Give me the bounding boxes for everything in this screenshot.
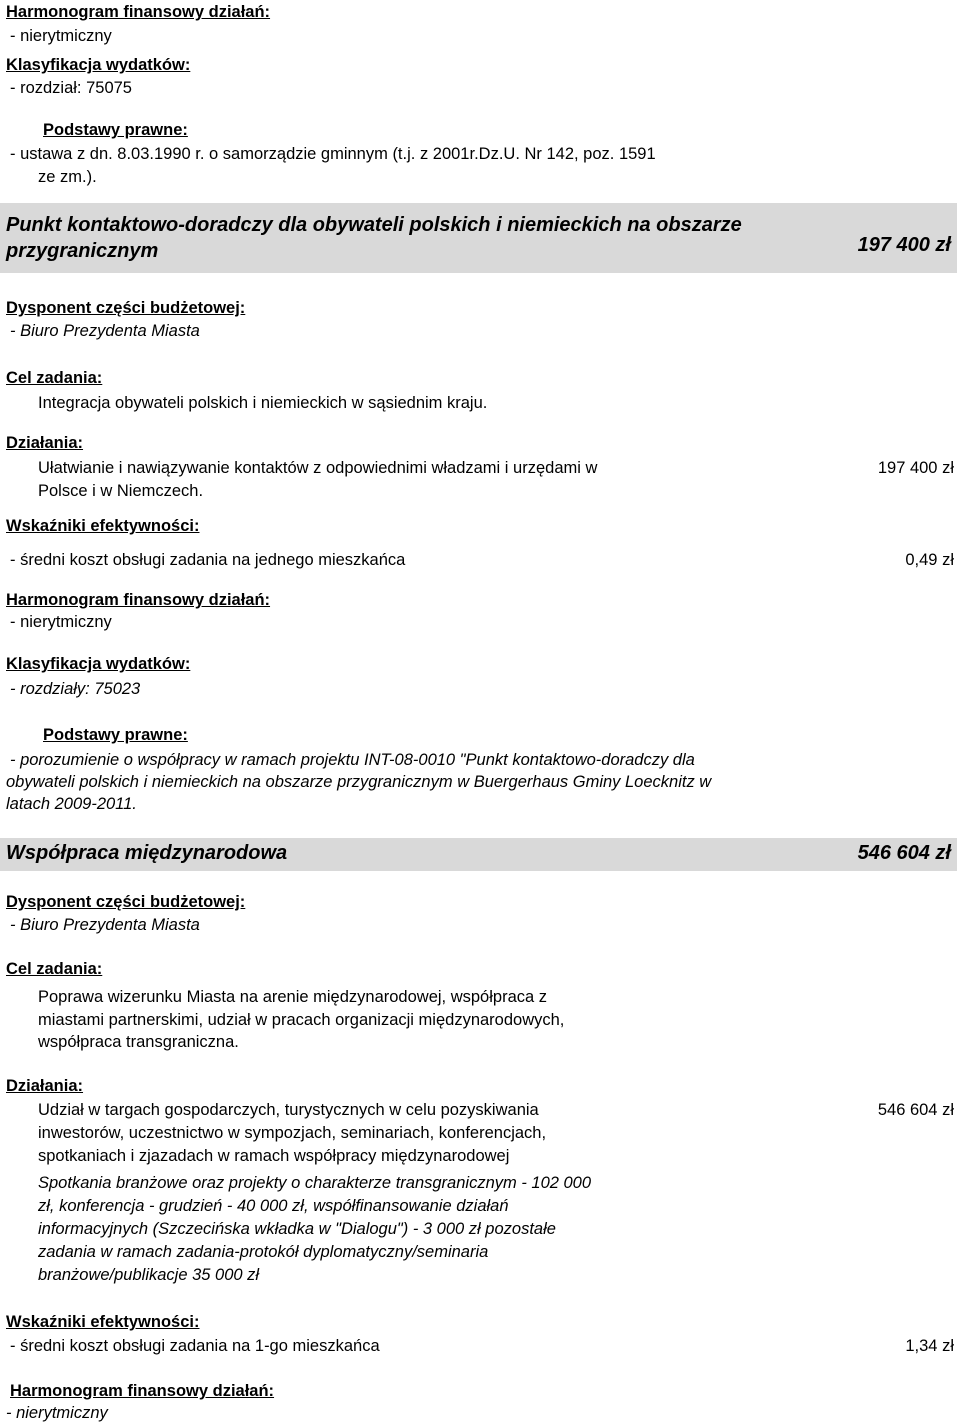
task-header-band (0, 203, 957, 273)
task-header-band (0, 838, 957, 871)
cel-heading: Cel zadania: (6, 960, 103, 978)
podstawy-line: obywateli polskich i niemieckich na obszarze przygranicznym w Buergerhaus Gminy Loecknitz w (6, 773, 712, 791)
cel-line: miastami partnerskimi, udział w pracach organizacji międzynarodowych, (38, 1011, 565, 1029)
dysponent-value: - Biuro Prezydenta Miasta (10, 322, 200, 340)
harmonogram-value: - nierytmiczny (10, 27, 112, 45)
klasyfikacja-value: - rozdział: 75075 (10, 79, 132, 97)
podstawy-heading: Podstawy prawne: (43, 121, 188, 139)
klasyfikacja-heading: Klasyfikacja wydatków: (6, 655, 191, 673)
klasyfikacja-heading: Klasyfikacja wydatków: (6, 56, 191, 74)
harmonogram-value: - nierytmiczny (6, 1404, 108, 1422)
cel-line: współpraca transgraniczna. (38, 1033, 239, 1051)
dzialania-heading: Działania: (6, 434, 84, 452)
spotkania-line: Spotkania branżowe oraz projekty o charakterze transgranicznym - 102 000 (38, 1174, 592, 1192)
dysponent-heading: Dysponent części budżetowej: (6, 299, 246, 317)
podstawy-line: ze zm.). (38, 168, 97, 186)
dzialania-amount: 546 604 zł (877, 1101, 954, 1119)
task-amount: 197 400 zł (857, 234, 951, 256)
klasyfikacja-value: - rozdziały: 75023 (10, 680, 141, 698)
wskaznik-text: - średni koszt obsługi zadania na jednego mieszkańca (10, 551, 406, 569)
wskazniki-heading: Wskaźniki efektywności: (6, 1313, 200, 1331)
spotkania-line: zadania w ramach zadania-protokół dyplomatyczny/seminaria (38, 1243, 489, 1261)
dzialania-amount: 197 400 zł (877, 459, 954, 477)
task-title: przygranicznym (6, 240, 159, 262)
wskaznik-text: - średni koszt obsługi zadania na 1-go mieszkańca (10, 1337, 380, 1355)
dzialania-heading: Działania: (6, 1077, 84, 1095)
podstawy-line: - porozumienie o współpracy w ramach projektu INT-08-0010 "Punkt kontaktowo-doradczy dla (10, 751, 695, 769)
task-title: Współpraca międzynarodowa (6, 842, 288, 864)
harmonogram-heading: Harmonogram finansowy działań: (6, 591, 271, 609)
spotkania-line: branżowe/publikacje 35 000 zł (38, 1266, 260, 1284)
podstawy-heading: Podstawy prawne: (43, 726, 188, 744)
podstawy-line: - ustawa z dn. 8.03.1990 r. o samorządzie gminnym (t.j. z 2001r.Dz.U. Nr 142, poz. 1591 (10, 145, 656, 163)
dzialania-line: Polsce i w Niemczech. (38, 482, 204, 500)
spotkania-line: informacyjnych (Szczecińska wkładka w "Dialogu") - 3 000 zł pozostałe (38, 1220, 556, 1238)
dzialania-line: inwestorów, uczestnictwo w sympozjach, seminariach, konferencjach, (38, 1124, 547, 1142)
cel-line: Poprawa wizerunku Miasta na arenie międzynarodowej, współpraca z (38, 988, 548, 1006)
harmonogram-heading: Harmonogram finansowy działań: (6, 3, 271, 21)
dzialania-line: Udział w targach gospodarczych, turystycznych w celu pozyskiwania (38, 1101, 539, 1119)
spotkania-line: zł, konferencja - grudzień - 40 000 zł, współfinansowanie działań (38, 1197, 509, 1215)
cel-heading: Cel zadania: (6, 369, 103, 387)
wskaznik-value: 0,49 zł (905, 551, 954, 569)
harmonogram-heading: Harmonogram finansowy działań: (10, 1382, 275, 1400)
podstawy-line: latach 2009-2011. (6, 795, 137, 813)
task-title: Punkt kontaktowo-doradczy dla obywateli polskich i niemieckich na obszarze (6, 214, 742, 236)
dysponent-heading: Dysponent części budżetowej: (6, 893, 246, 911)
wskaznik-value: 1,34 zł (905, 1337, 954, 1355)
harmonogram-value: - nierytmiczny (10, 613, 112, 631)
dzialania-line: Ułatwianie i nawiązywanie kontaktów z odpowiednimi władzami i urzędami w (38, 459, 598, 477)
dysponent-value: - Biuro Prezydenta Miasta (10, 916, 200, 934)
task-amount: 546 604 zł (857, 842, 951, 864)
wskazniki-heading: Wskaźniki efektywności: (6, 517, 200, 535)
dzialania-line: spotkaniach i zjazadach w ramach współpracy międzynarodowej (38, 1147, 510, 1165)
cel-value: Integracja obywateli polskich i niemieckich w sąsiednim kraju. (38, 394, 488, 412)
